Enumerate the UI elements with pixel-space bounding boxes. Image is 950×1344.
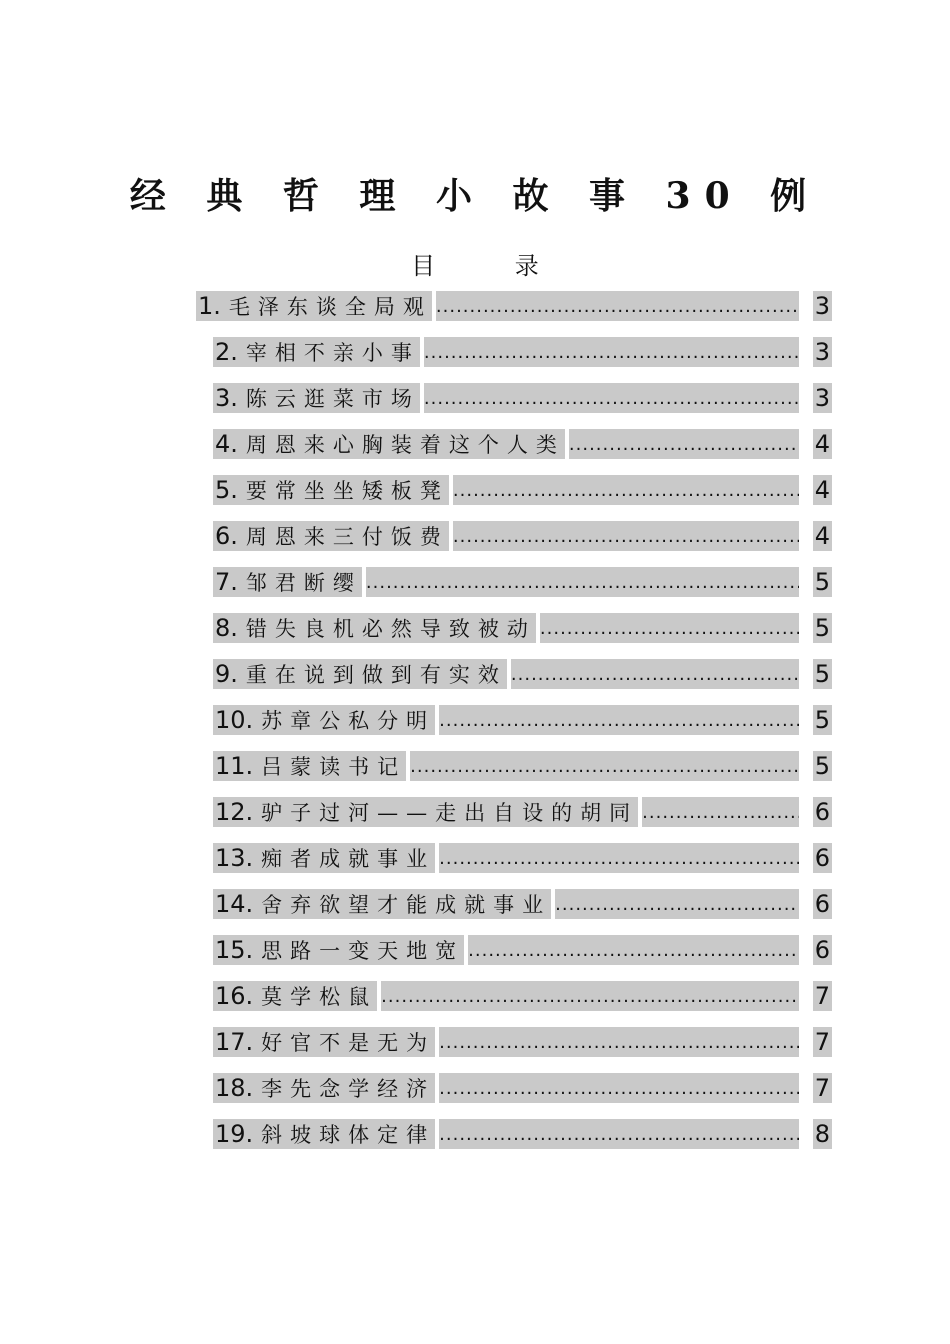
toc-entry-title: 吕蒙读书记 [255, 751, 406, 781]
toc-entry-title: 斜坡球体定律 [255, 1119, 435, 1149]
toc-entry-7[interactable] [213, 565, 832, 599]
toc-leader-dots [642, 797, 799, 827]
toc-entry-page: 3 [814, 338, 830, 366]
toc-entry-4[interactable] [213, 427, 832, 461]
toc-entry-9[interactable] [213, 657, 832, 691]
toc-entry-number: 19. [215, 1120, 254, 1148]
toc-leader-dots [439, 843, 799, 873]
toc-entry-number: 14. [215, 890, 254, 918]
toc-leader-dots [410, 751, 799, 781]
toc-entry-number: 3. [215, 384, 238, 412]
toc-entry-number: 12. [215, 798, 254, 826]
toc-leader-dots [540, 613, 799, 643]
toc-entry-number: 10. [215, 706, 254, 734]
toc-entry-page: 7 [814, 1028, 830, 1056]
toc-entry-title: 毛泽东谈全局观 [223, 291, 432, 321]
toc-entry-page: 7 [814, 1074, 830, 1102]
toc-heading: 目 录 [411, 252, 575, 280]
toc-entry-title: 错失良机必然导致被动 [240, 613, 536, 643]
toc-entry-page: 6 [814, 798, 830, 826]
toc-leader-dots [439, 1073, 799, 1103]
toc-leader-dots [468, 935, 799, 965]
toc-entry-title: 周恩来三付饭费 [240, 521, 449, 551]
toc-entry-10[interactable] [213, 703, 832, 737]
toc-entry-title: 周恩来心胸装着这个人类 [240, 429, 565, 459]
toc-entry-3[interactable] [213, 381, 832, 415]
toc-entry-title: 宰相不亲小事 [240, 337, 420, 367]
toc-entry-page: 5 [814, 660, 830, 688]
toc-entry-title: 痴者成就事业 [255, 843, 435, 873]
toc-entry-12[interactable] [213, 795, 832, 829]
toc-entry-number: 7. [215, 568, 238, 596]
toc-entry-number: 5. [215, 476, 238, 504]
toc-leader-dots [439, 1119, 799, 1149]
toc-entry-title: 陈云逛菜市场 [240, 383, 420, 413]
toc-leader-dots [381, 981, 799, 1011]
toc-leader-dots [366, 567, 799, 597]
toc-entry-title: 李先念学经济 [255, 1073, 435, 1103]
toc-entry-page: 5 [814, 568, 830, 596]
toc-entry-page: 3 [814, 384, 830, 412]
toc-entry-page: 5 [814, 706, 830, 734]
toc-entry-page: 8 [814, 1120, 830, 1148]
toc-leader-dots [511, 659, 799, 689]
toc-entry-1[interactable] [196, 289, 832, 323]
toc-entry-number: 8. [215, 614, 238, 642]
toc-entry-number: 1. [198, 292, 221, 320]
toc-entry-number: 11. [215, 752, 254, 780]
toc-entry-16[interactable] [213, 979, 832, 1013]
toc-entry-number: 15. [215, 936, 254, 964]
toc-entry-19[interactable] [213, 1117, 832, 1151]
toc-entry-page: 6 [814, 936, 830, 964]
toc-entry-number: 2. [215, 338, 238, 366]
toc-entry-number: 18. [215, 1074, 254, 1102]
toc-entry-number: 16. [215, 982, 254, 1010]
toc-entry-page: 4 [814, 430, 830, 458]
toc-entry-page: 4 [814, 476, 830, 504]
toc-entry-page: 7 [814, 982, 830, 1010]
toc-entry-page: 4 [814, 522, 830, 550]
toc-entry-13[interactable] [213, 841, 832, 875]
toc-entry-17[interactable] [213, 1025, 832, 1059]
toc-leader-dots [569, 429, 799, 459]
toc-entry-title: 莫学松鼠 [255, 981, 377, 1011]
toc-entry-title: 好官不是无为 [255, 1027, 435, 1057]
toc-entry-11[interactable] [213, 749, 832, 783]
toc-leader-dots [439, 705, 799, 735]
toc-entry-number: 13. [215, 844, 254, 872]
toc-entry-page: 3 [814, 292, 830, 320]
toc-entry-title: 邹君断缨 [240, 567, 362, 597]
toc-entry-number: 9. [215, 660, 238, 688]
toc-entry-page: 5 [814, 752, 830, 780]
toc-entry-title: 苏章公私分明 [255, 705, 435, 735]
toc-entry-title: 重在说到做到有实效 [240, 659, 507, 689]
toc-entry-title: 要常坐坐矮板凳 [240, 475, 449, 505]
toc-entry-2[interactable] [213, 335, 832, 369]
toc-entry-6[interactable] [213, 519, 832, 553]
toc-leader-dots [555, 889, 799, 919]
toc-leader-dots [424, 337, 799, 367]
toc-entry-page: 5 [814, 614, 830, 642]
toc-leader-dots [453, 475, 799, 505]
toc-leader-dots [453, 521, 799, 551]
toc-entry-page: 6 [814, 890, 830, 918]
toc-entry-14[interactable] [213, 887, 832, 921]
toc-leader-dots [424, 383, 799, 413]
toc-leader-dots [436, 291, 799, 321]
toc-entry-title: 思路一变天地宽 [255, 935, 464, 965]
document-title: 经 典 哲 理 小 故 事 30 例 [129, 175, 821, 217]
toc-entry-title: 舍弃欲望才能成就事业 [255, 889, 551, 919]
toc-entry-number: 4. [215, 430, 238, 458]
toc-entry-number: 6. [215, 522, 238, 550]
toc-leader-dots [439, 1027, 799, 1057]
toc-entry-5[interactable] [213, 473, 832, 507]
toc-entry-page: 6 [814, 844, 830, 872]
toc-entry-18[interactable] [213, 1071, 832, 1105]
toc-entry-15[interactable] [213, 933, 832, 967]
toc-entry-title: 驴子过河——走出自设的胡同 [255, 797, 638, 827]
toc-entry-number: 17. [215, 1028, 254, 1056]
toc-entry-8[interactable] [213, 611, 832, 645]
